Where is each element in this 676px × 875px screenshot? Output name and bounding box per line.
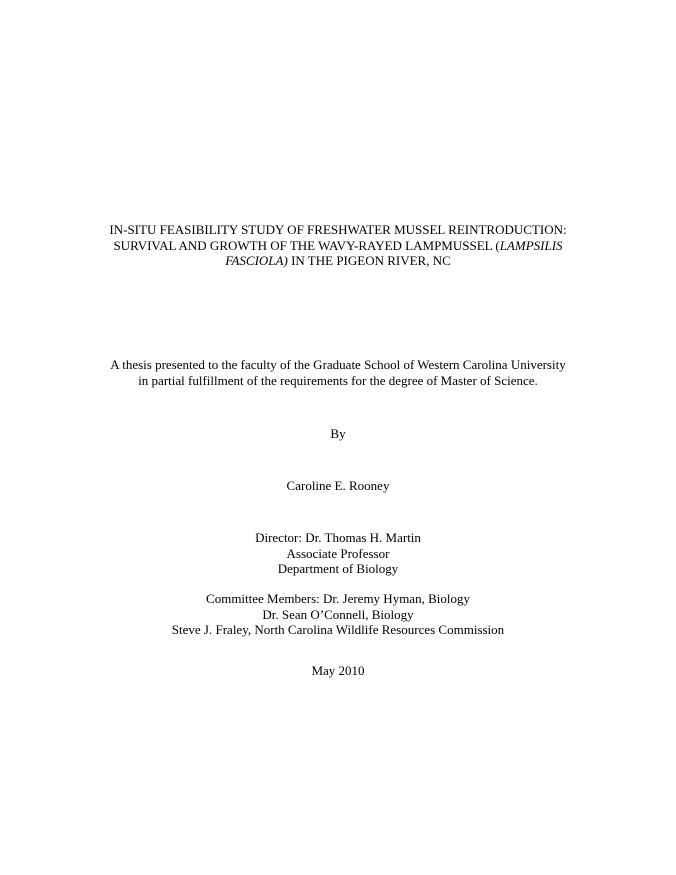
- author-text: Caroline E. Rooney: [286, 478, 390, 493]
- committee-members: [0, 591, 676, 638]
- by-text: By: [330, 426, 346, 441]
- author-name: [0, 478, 676, 494]
- committee-line-3: Steve J. Fraley, North Carolina Wildlife Resources Commission: [171, 622, 505, 637]
- title-line-3-text: IN THE PIGEON RIVER, NC: [287, 253, 451, 268]
- director-department: Department of Biology: [277, 561, 399, 576]
- committee-line-1: Committee Members: Dr. Jeremy Hyman, Biology: [206, 591, 470, 606]
- date-text: May 2010: [311, 663, 365, 678]
- by-label: [0, 426, 676, 442]
- title-line-1: IN-SITU FEASIBILITY STUDY OF FRESHWATER MUSSEL REINTRODUCTION:: [109, 222, 567, 237]
- director-info: [0, 530, 676, 577]
- thesis-statement: [0, 357, 676, 388]
- title-line-2-text: SURVIVAL AND GROWTH OF THE WAVY-RAYED LAMPMUSSEL (: [113, 237, 500, 253]
- director-rank: Associate Professor: [286, 545, 390, 561]
- title-line-3: [0, 253, 676, 269]
- scientific-name-species: FASCIOLA): [225, 253, 288, 268]
- director-name: Director: Dr. Thomas H. Martin: [255, 530, 421, 545]
- thesis-title: [0, 222, 676, 269]
- scientific-name-genus: LAMPSILIS: [499, 237, 563, 253]
- title-line-2: [0, 238, 676, 254]
- submission-date: [0, 663, 676, 679]
- committee-line-2: Dr. Sean O’Connell, Biology: [262, 606, 414, 622]
- statement-line-2: in partial fulfillment of the requirements for the degree of Master of Science.: [138, 372, 538, 388]
- statement-line-1: A thesis presented to the faculty of the Graduate School of Western Carolina University: [110, 357, 566, 372]
